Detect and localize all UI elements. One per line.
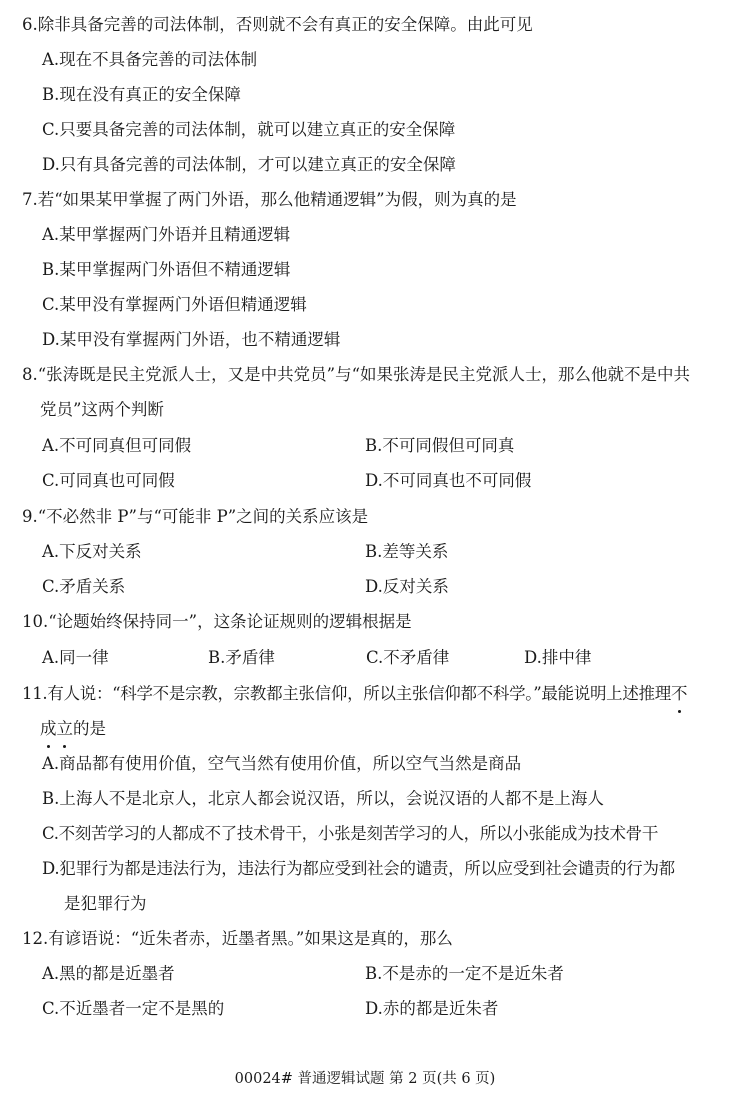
emphasis-char: 成 [40,719,57,738]
question-12-stem: 12.有谚语说：“近朱者赤，近墨者黑。”如果这是真的，那么 [22,929,453,948]
question-7-stem: 7.若“如果某甲掌握了两门外语，那么他精通逻辑”为假，则为真的是 [22,190,517,209]
question-8-option-b: B.不可同假但可同真 [365,436,515,455]
question-6-option-d: D.只有具备完善的司法体制，才可以建立真正的安全保障 [42,155,456,174]
question-11-stem-continued [40,719,106,739]
question-8-option-d: D.不可同真也不可同假 [365,471,532,490]
question-7-option-d: D.某甲没有掌握两门外语，也不精通逻辑 [42,330,341,349]
question-6-stem: 6.除非具备完善的司法体制，否则就不会有真正的安全保障。由此可见 [22,15,533,34]
question-6-option-c: C.只要具备完善的司法体制，就可以建立真正的安全保障 [42,120,456,139]
question-7-option-b: B.某甲掌握两门外语但不精通逻辑 [42,260,291,279]
question-6-option-a: A.现在不具备完善的司法体制 [42,50,258,69]
question-12-option-b: B.不是赤的一定不是近朱者 [365,964,564,983]
question-7-option-c: C.某甲没有掌握两门外语但精通逻辑 [42,295,307,314]
question-11-option-c: C.不刻苦学习的人都成不了技术骨干，小张是刻苦学习的人，所以小张能成为技术骨干 [42,824,659,843]
question-9-stem: 9.“不必然非 P”与“可能非 P”之间的关系应该是 [22,507,369,526]
question-11-option-a: A.商品都有使用价值，空气当然有使用价值，所以空气当然是商品 [42,754,522,773]
question-11-option-b: B.上海人不是北京人，北京人都会说汉语，所以，会说汉语的人都不是上海人 [42,789,604,808]
question-11-option-d: D.犯罪行为都是违法行为，违法行为都应受到社会的谴责，所以应受到社会谴责的行为都 [42,859,675,878]
question-6-option-b: B.现在没有真正的安全保障 [42,85,241,104]
question-9-option-b: B.差等关系 [365,542,449,561]
question-9-option-d: D.反对关系 [365,577,449,596]
question-10-option-a: A.同一律 [42,648,109,667]
question-10-option-b: B.矛盾律 [208,648,275,667]
question-10-stem: 10.“论题始终保持同一”，这条论证规则的逻辑根据是 [22,612,412,631]
question-9-option-c: C.矛盾关系 [42,577,126,596]
question-10-option-c: C.不矛盾律 [366,648,450,667]
question-11-stem [22,684,687,704]
question-11-stem-text: 11.有人说：“科学不是宗教，宗教都主张信仰，所以主张信仰都不科学。”最能说明上述推理 [22,684,671,703]
question-8-stem-continued: 党员”这两个判断 [40,400,164,419]
question-11-stem-tail: 的是 [73,719,106,738]
emphasis-char: 立 [56,719,73,738]
question-10-option-d: D.排中律 [524,648,592,667]
question-8-option-c: C.可同真也可同假 [42,471,175,490]
question-9-option-a: A.下反对关系 [42,542,142,561]
question-8-stem: 8.“张涛既是民主党派人士，又是中共党员”与“如果张涛是民主党派人士，那么他就不是中共 [22,365,691,384]
emphasis-char: 不 [670,684,688,703]
question-12-option-a: A.黑的都是近墨者 [42,964,175,983]
question-11-option-d-continued: 是犯罪行为 [64,894,147,913]
page-footer: 00024# 普通逻辑试题 第 2 页(共 6 页) [234,1071,496,1087]
question-7-option-a: A.某甲掌握两门外语并且精通逻辑 [42,225,291,244]
question-8-option-a: A.不可同真但可同假 [42,436,192,455]
question-12-option-c: C.不近墨者一定不是黑的 [42,999,225,1018]
question-12-option-d: D.赤的都是近朱者 [365,999,499,1018]
